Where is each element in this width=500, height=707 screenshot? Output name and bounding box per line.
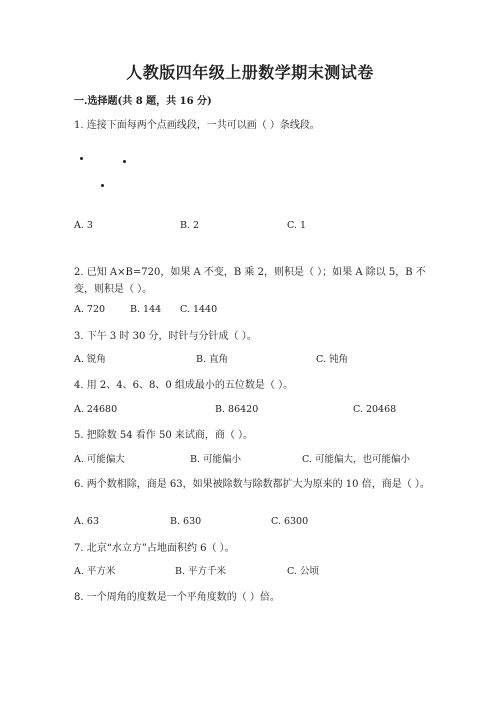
q7-option-a: A. 平方米: [74, 566, 116, 577]
question-7: 7. 北京“水立方”占地面积约 6（ ）。: [74, 543, 235, 554]
q2-option-b: B. 144: [130, 304, 162, 315]
q7-option-b: B. 平方千米: [175, 566, 227, 577]
point-3: [101, 184, 104, 187]
q6-option-c: C. 6300: [271, 516, 309, 527]
q4-option-b: B. 86420: [215, 404, 259, 415]
q5-option-b: B. 可能偏小: [190, 454, 242, 465]
question-3: 3. 下午 3 时 30 分，时针与分针成（ ）。: [74, 331, 257, 342]
page-title: 人教版四年级上册数学期末测试卷: [126, 63, 374, 82]
question-4: 4. 用 2、4、6、8、0 组成最小的五位数是（ ）。: [74, 380, 294, 391]
question-5: 5. 把除数 54 看作 50 来试商，商（ ）。: [74, 430, 254, 441]
q5-option-c: C. 可能偏大，也可能偏小: [302, 454, 410, 465]
q3-option-c: C. 钝角: [316, 354, 348, 365]
q1-option-c: C. 1: [287, 220, 307, 231]
point-1: [80, 157, 83, 160]
q2-option-a: A. 720: [74, 304, 106, 315]
question-6: 6. 两个数相除，商是 63，如果被除数与除数都扩大为原来的 10 倍，商是（ ）。: [74, 479, 430, 490]
q4-option-c: C. 20468: [353, 404, 397, 415]
q2-option-c: C. 1440: [180, 304, 218, 315]
q5-option-a: A. 可能偏大: [74, 454, 125, 465]
q6-option-b: B. 630: [170, 516, 202, 527]
q3-option-a: A. 锐角: [74, 354, 106, 365]
q3-option-b: B. 直角: [196, 354, 229, 365]
question-1: 1. 连接下面每两个点画线段，一共可以画（ ）条线段。: [74, 120, 320, 131]
q6-option-a: A. 63: [74, 516, 99, 527]
point-2: [123, 160, 126, 163]
q1-option-b: B. 2: [180, 220, 200, 231]
question-8: 8. 一个周角的度数是一个平角度数的（ ）倍。: [74, 592, 280, 603]
question-2: 2. 已知 A×B=720，如果 A 不变，B 乘 2，则积是（ ）；如果 A 除以 5，B 不变，则积是（ ）。: [74, 267, 426, 295]
q1-option-a: A. 3: [74, 220, 93, 231]
section-heading: 一.选择题(共 8 题，共 16 分): [74, 96, 212, 107]
q4-option-a: A. 24680: [74, 404, 118, 415]
q7-option-c: C. 公顷: [287, 566, 319, 577]
